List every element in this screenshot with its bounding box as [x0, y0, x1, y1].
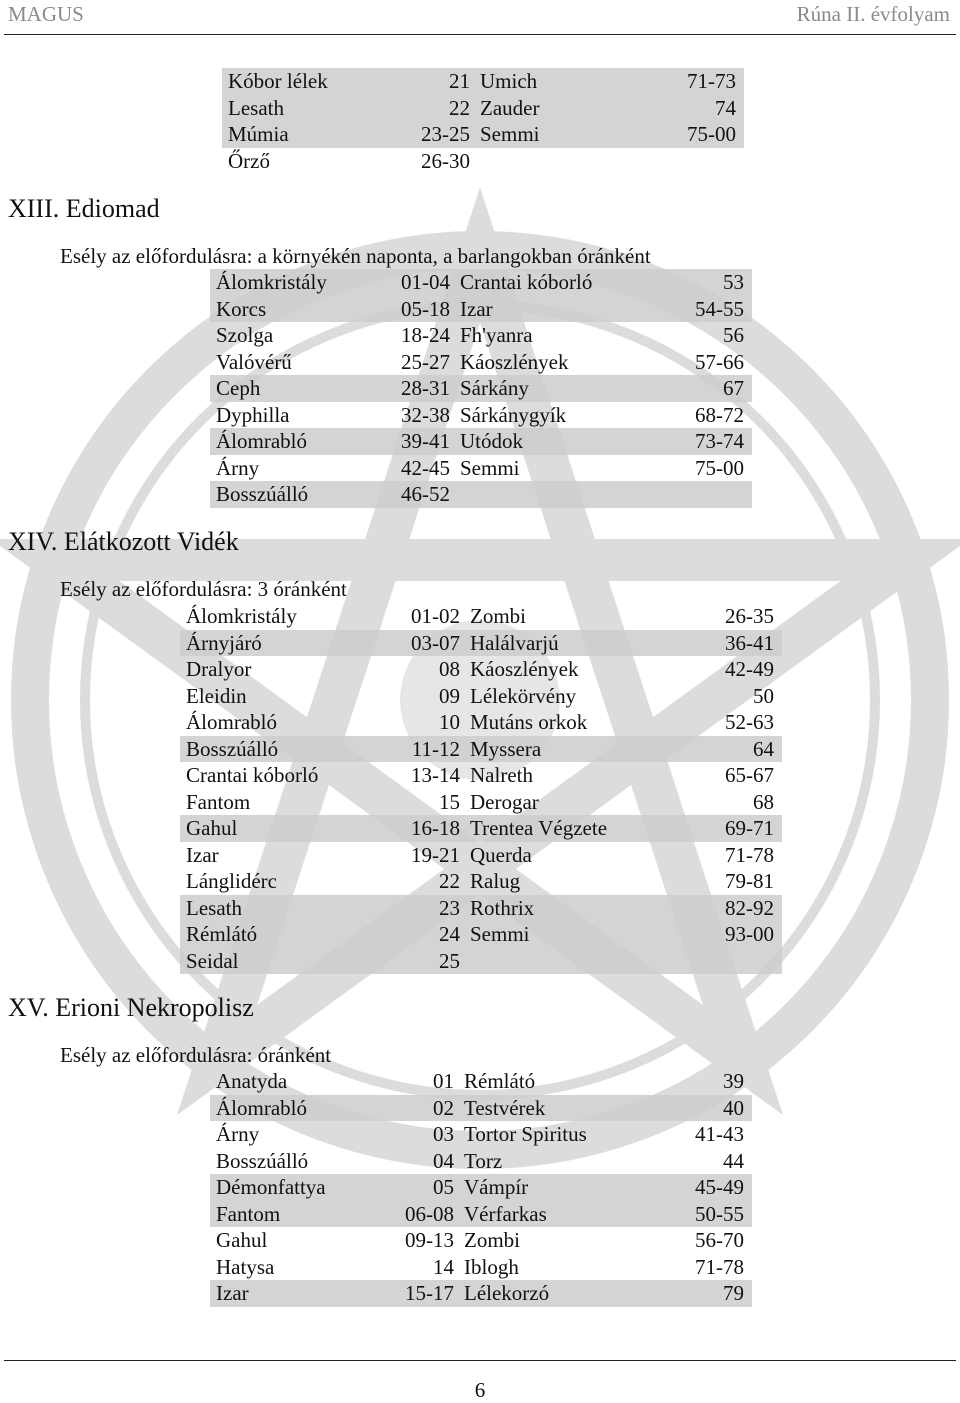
creature-name: Bosszúálló	[180, 736, 380, 763]
roll-range: 54-55	[642, 296, 752, 323]
table-row	[210, 455, 752, 482]
creature-name: Dralyor	[186, 657, 252, 681]
table-row	[222, 95, 744, 122]
creature-name: Zombi	[470, 604, 526, 628]
creature-name	[470, 148, 650, 175]
table-row	[222, 121, 744, 148]
roll-range: 15-17	[386, 1280, 454, 1307]
roll-range: 22	[402, 95, 470, 122]
table-row	[210, 1280, 752, 1307]
creature-name: Izar	[210, 1280, 386, 1307]
roll-range: 22	[439, 869, 460, 893]
creature-name: Izar	[450, 296, 642, 323]
creature-name: Fantom	[210, 1201, 386, 1228]
creature-name: Halálvarjú	[460, 630, 670, 657]
roll-range: 64	[670, 736, 782, 763]
creature-name: Fh'yanra	[460, 323, 533, 347]
roll-range: 57-66	[695, 349, 744, 374]
creature-name: Álomrabló	[210, 428, 386, 455]
roll-range: 09-13	[405, 1228, 454, 1252]
creature-name	[460, 948, 670, 975]
roll-range: 08	[439, 657, 460, 681]
roll-range: 46-52	[386, 481, 450, 508]
roll-range: 03-07	[380, 630, 460, 657]
creature-name: Lélekörvény	[470, 683, 577, 708]
creature-name: Vérfarkas	[454, 1201, 646, 1228]
creature-name: Umich	[470, 68, 650, 95]
table-row	[180, 762, 782, 789]
roll-range: 50	[753, 683, 774, 708]
roll-range: 32-38	[401, 402, 450, 427]
creature-name: Árny	[216, 1122, 260, 1146]
roll-range: 67	[642, 375, 752, 402]
table-row	[210, 1254, 752, 1281]
creature-name: Fantom	[186, 789, 251, 814]
table-row	[180, 630, 782, 657]
creature-name: Torz	[464, 1148, 503, 1173]
section-chance-elatkozott-videk: Esély az előfordulásra: 3 óránként	[60, 577, 347, 601]
roll-range: 44	[723, 1148, 744, 1173]
roll-range: 16-18	[380, 815, 460, 842]
table-row	[180, 656, 782, 683]
creature-name: Gahul	[216, 1228, 268, 1252]
creature-name: Álomrabló	[186, 710, 277, 734]
roll-range: 01	[433, 1069, 454, 1093]
creature-name	[450, 481, 642, 508]
roll-range	[642, 481, 752, 508]
roll-range: 93-00	[670, 921, 782, 948]
table-row	[180, 842, 782, 869]
roll-range: 05-18	[386, 296, 450, 323]
creature-name: Hatysa	[216, 1254, 275, 1279]
roll-range: 18-24	[401, 323, 450, 347]
creature-name: Rémlátó	[464, 1069, 536, 1093]
table-row	[210, 402, 752, 429]
creature-name: Seidal	[180, 948, 380, 975]
roll-range: 82-92	[670, 895, 782, 922]
creature-name: Szolga	[216, 323, 274, 347]
header-magazine-name: MAGUS	[8, 2, 84, 26]
roll-range: 23	[380, 895, 460, 922]
creature-name: Semmi	[460, 455, 520, 480]
creature-name: Mutáns orkok	[470, 710, 588, 734]
creature-name: Démonfattya	[210, 1174, 386, 1201]
creature-name: Bosszúálló	[210, 481, 386, 508]
header-issue: Rúna II. évfolyam	[796, 2, 950, 26]
encounter-table-continued	[222, 68, 744, 174]
creature-name: Rémlátó	[180, 921, 380, 948]
roll-range: 79-81	[725, 869, 774, 893]
creature-name: Káoszlények	[460, 349, 569, 374]
table-row	[210, 269, 752, 296]
section-heading-erioni-nekropolisz: XV. Erioni Nekropolisz	[8, 993, 254, 1022]
encounter-table-erioni-nekropolisz	[210, 1068, 752, 1307]
roll-range: 23-25	[402, 121, 470, 148]
table-row	[210, 322, 752, 349]
creature-name: Ralug	[470, 869, 521, 893]
roll-range: 56	[723, 323, 744, 347]
table-row	[180, 868, 782, 895]
creature-name: Izar	[186, 842, 219, 867]
table-row	[210, 481, 752, 508]
roll-range: 53	[642, 269, 752, 296]
roll-range: 75-00	[650, 121, 744, 148]
creature-name: Álomrabló	[210, 1095, 386, 1122]
creature-name: Testvérek	[454, 1095, 646, 1122]
table-row	[222, 148, 744, 175]
roll-range: 71-73	[650, 68, 744, 95]
roll-range	[650, 148, 744, 175]
creature-name: Iblogh	[464, 1254, 519, 1279]
creature-name: Őrző	[228, 148, 270, 173]
roll-range: 45-49	[646, 1174, 752, 1201]
roll-range: 25	[380, 948, 460, 975]
roll-range: 14	[433, 1254, 454, 1279]
creature-name: Árnyjáró	[180, 630, 380, 657]
roll-range: 13-14	[411, 763, 460, 787]
table-row	[210, 1121, 752, 1148]
roll-range: 56-70	[695, 1228, 744, 1252]
roll-range: 15	[439, 789, 460, 814]
creature-name: Korcs	[210, 296, 386, 323]
roll-range: 01-04	[386, 269, 450, 296]
encounter-table-ediomad	[210, 269, 752, 508]
roll-range: 01-02	[411, 604, 460, 628]
table-row	[180, 948, 782, 975]
section-heading-ediomad: XIII. Ediomad	[8, 194, 160, 223]
creature-name: Álomkristály	[186, 604, 297, 628]
table-row	[180, 603, 782, 630]
roll-range: 79	[646, 1280, 752, 1307]
roll-range: 04	[433, 1148, 454, 1173]
creature-name: Ceph	[210, 375, 386, 402]
creature-name: Dyphilla	[216, 402, 290, 427]
roll-range: 41-43	[695, 1122, 744, 1146]
roll-range: 10	[439, 710, 460, 734]
table-row	[210, 296, 752, 323]
creature-name: Sárkánygyík	[460, 402, 567, 427]
creature-name: Múmia	[222, 121, 402, 148]
creature-name: Árny	[216, 455, 260, 480]
creature-name: Crantai kóborló	[186, 763, 319, 787]
table-row	[210, 1148, 752, 1175]
roll-range: 42-45	[401, 455, 450, 480]
page-header	[0, 0, 960, 36]
creature-name: Myssera	[460, 736, 670, 763]
page-number: 6	[474, 1378, 486, 1402]
roll-range: 26-30	[421, 148, 470, 173]
table-row	[210, 349, 752, 376]
creature-name: Semmi	[460, 921, 670, 948]
roll-range: 39	[723, 1069, 744, 1093]
roll-range: 73-74	[642, 428, 752, 455]
creature-name: Rothrix	[460, 895, 670, 922]
creature-name: Querda	[470, 842, 532, 867]
table-row	[180, 683, 782, 710]
roll-range: 69-71	[670, 815, 782, 842]
roll-range: 24	[380, 921, 460, 948]
creature-name: Sárkány	[450, 375, 642, 402]
creature-name: Kóbor lélek	[222, 68, 402, 95]
creature-name: Lesath	[222, 95, 402, 122]
roll-range: 02	[386, 1095, 454, 1122]
table-row	[210, 375, 752, 402]
creature-name: Gahul	[180, 815, 380, 842]
creature-name: Semmi	[470, 121, 650, 148]
table-row	[180, 736, 782, 763]
table-row	[180, 895, 782, 922]
table-row	[210, 1068, 752, 1095]
roll-range: 36-41	[670, 630, 782, 657]
creature-name: Lánglidérc	[186, 869, 277, 893]
table-row	[180, 789, 782, 816]
roll-range: 03	[433, 1122, 454, 1146]
creature-name: Valóvérű	[216, 349, 292, 374]
roll-range: 26-35	[725, 604, 774, 628]
roll-range: 11-12	[380, 736, 460, 763]
table-row	[210, 428, 752, 455]
creature-name: Utódok	[450, 428, 642, 455]
creature-name: Eleidin	[186, 683, 247, 708]
roll-range: 25-27	[401, 349, 450, 374]
creature-name: Vámpír	[454, 1174, 646, 1201]
header-rule	[4, 34, 956, 35]
creature-name: Tortor Spiritus	[464, 1122, 587, 1146]
roll-range: 52-63	[725, 710, 774, 734]
creature-name: Derogar	[470, 789, 539, 814]
creature-name: Zauder	[470, 95, 650, 122]
creature-name: Lesath	[180, 895, 380, 922]
creature-name: Crantai kóborló	[450, 269, 642, 296]
roll-range: 42-49	[725, 657, 774, 681]
roll-range: 68	[753, 789, 774, 814]
creature-name: Lélekorzó	[454, 1280, 646, 1307]
roll-range: 74	[650, 95, 744, 122]
roll-range: 68-72	[695, 402, 744, 427]
section-chance-ediomad: Esély az előfordulásra: a környékén naponta, a barlangokban óránként	[60, 244, 651, 268]
table-row	[180, 709, 782, 736]
creature-name: Káoszlények	[470, 657, 579, 681]
roll-range: 71-78	[725, 842, 774, 867]
roll-range: 65-67	[725, 763, 774, 787]
section-chance-erioni-nekropolisz: Esély az előfordulásra: óránként	[60, 1043, 332, 1067]
roll-range: 71-78	[695, 1254, 744, 1279]
creature-name: Bosszúálló	[216, 1148, 309, 1173]
roll-range: 21	[402, 68, 470, 95]
roll-range: 06-08	[386, 1201, 454, 1228]
creature-name: Trentea Végzete	[460, 815, 670, 842]
table-row	[210, 1095, 752, 1122]
section-heading-elatkozott-videk: XIV. Elátkozott Vidék	[8, 527, 239, 556]
roll-range: 19-21	[411, 842, 460, 867]
roll-range: 75-00	[695, 455, 744, 480]
roll-range: 05	[386, 1174, 454, 1201]
encounter-table-elatkozott-videk	[180, 603, 782, 974]
roll-range: 39-41	[386, 428, 450, 455]
roll-range: 09	[439, 683, 460, 708]
table-row	[180, 921, 782, 948]
table-row	[210, 1227, 752, 1254]
footer-rule	[4, 1360, 956, 1361]
creature-name: Nalreth	[470, 763, 533, 787]
roll-range: 40	[646, 1095, 752, 1122]
table-row	[210, 1201, 752, 1228]
table-row	[222, 68, 744, 95]
roll-range: 50-55	[646, 1201, 752, 1228]
roll-range	[670, 948, 782, 975]
creature-name: Anatyda	[216, 1069, 288, 1093]
roll-range: 28-31	[386, 375, 450, 402]
table-row	[180, 815, 782, 842]
table-row	[210, 1174, 752, 1201]
creature-name: Álomkristály	[210, 269, 386, 296]
creature-name: Zombi	[464, 1228, 520, 1252]
